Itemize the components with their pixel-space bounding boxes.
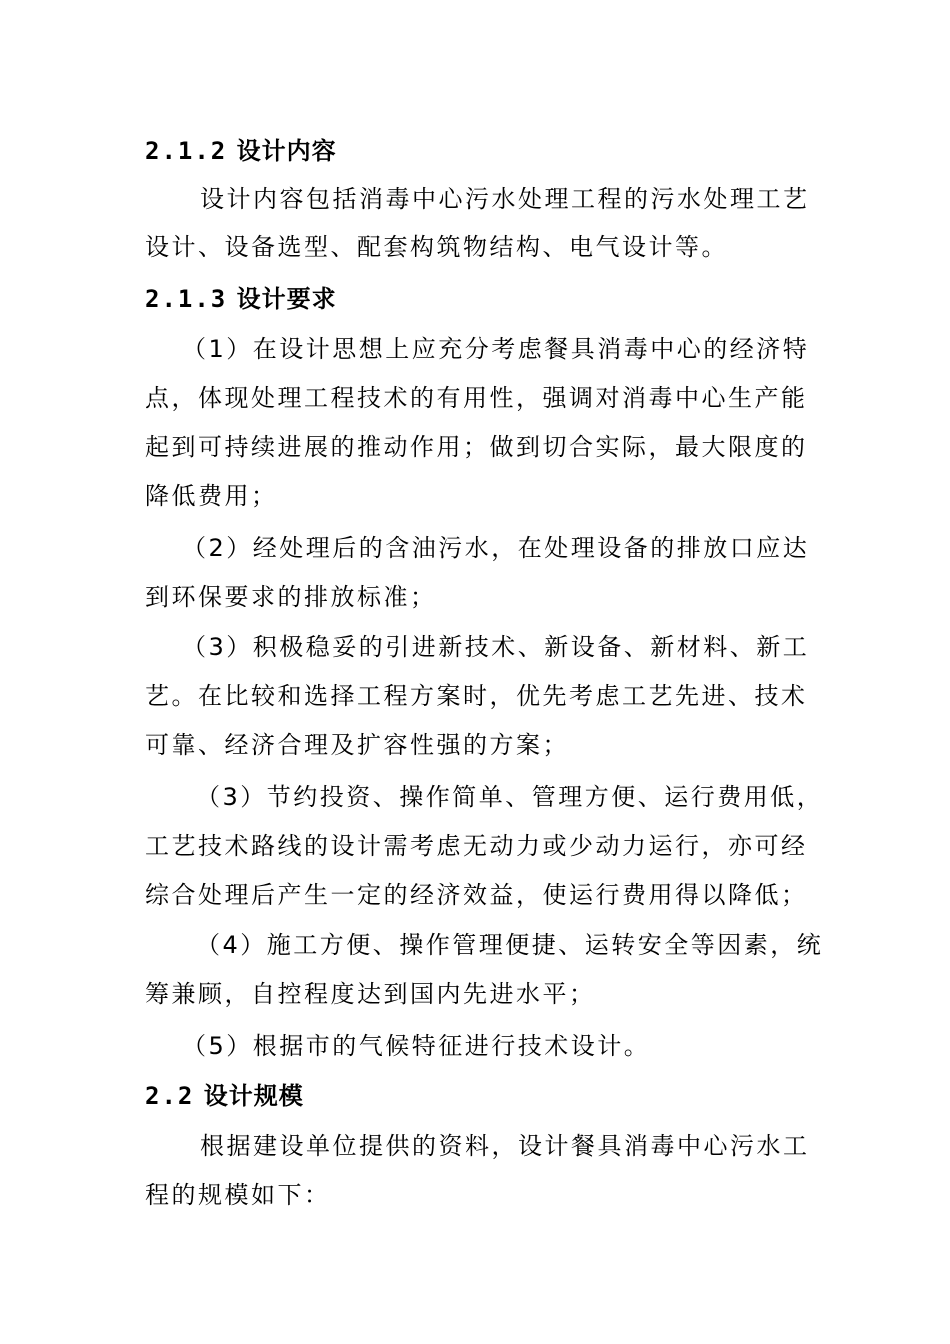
requirement-3b-line: 工艺技术路线的设计需考虑无动力或少动力运行，亦可经	[145, 832, 808, 860]
requirement-2-line: 到环保要求的排放标准；	[145, 583, 437, 611]
heading-number: 2.2	[145, 1082, 195, 1110]
requirement-2-line: （2）经处理后的含油污水，在处理设备的排放口应达	[182, 534, 810, 562]
requirement-3-line: 可靠、经济合理及扩容性强的方案；	[145, 731, 569, 759]
heading-2-2	[145, 1081, 815, 1111]
requirement-1-line: 点，体现处理工程技术的有用性，强调对消毒中心生产能	[145, 384, 808, 412]
requirement-5-line: （5）根据市的气候特征进行技术设计。	[182, 1032, 651, 1060]
requirement-3b-line: 综合处理后产生一定的经济效益，使运行费用得以降低；	[145, 881, 808, 909]
requirement-3-line: 艺。在比较和选择工程方案时，优先考虑工艺先进、技术	[145, 682, 808, 710]
requirement-1-line: 起到可持续进展的推动作用；做到切合实际，最大限度的	[145, 433, 808, 461]
paragraph-line: 设计内容包括消毒中心污水处理工程的污水处理工艺	[200, 185, 810, 213]
requirement-3-line: （3）积极稳妥的引进新技术、新设备、新材料、新工	[182, 633, 810, 661]
requirement-4-line: （4）施工方便、操作管理便捷、运转安全等因素，统	[196, 931, 824, 959]
heading-2-1-3	[145, 284, 815, 314]
requirement-1-line: 降低费用；	[145, 482, 278, 510]
paragraph-line: 程的规模如下：	[145, 1181, 331, 1209]
heading-number: 2.1.3	[145, 285, 228, 313]
heading-title: 设计规模	[203, 1082, 304, 1110]
requirement-3b-line: （3）节约投资、操作简单、管理方便、运行费用低，	[196, 783, 824, 811]
paragraph-line: 根据建设单位提供的资料，设计餐具消毒中心污水工	[200, 1132, 810, 1160]
paragraph-line: 设计、设备选型、配套构筑物结构、电气设计等。	[145, 233, 728, 261]
heading-2-1-2	[145, 136, 815, 166]
requirement-4-line: 筹兼顾，自控程度达到国内先进水平；	[145, 980, 596, 1008]
heading-title: 设计要求	[236, 285, 337, 313]
heading-title: 设计内容	[236, 137, 337, 165]
requirement-1-line: （1）在设计思想上应充分考虑餐具消毒中心的经济特	[182, 335, 810, 363]
heading-number: 2.1.2	[145, 137, 228, 165]
